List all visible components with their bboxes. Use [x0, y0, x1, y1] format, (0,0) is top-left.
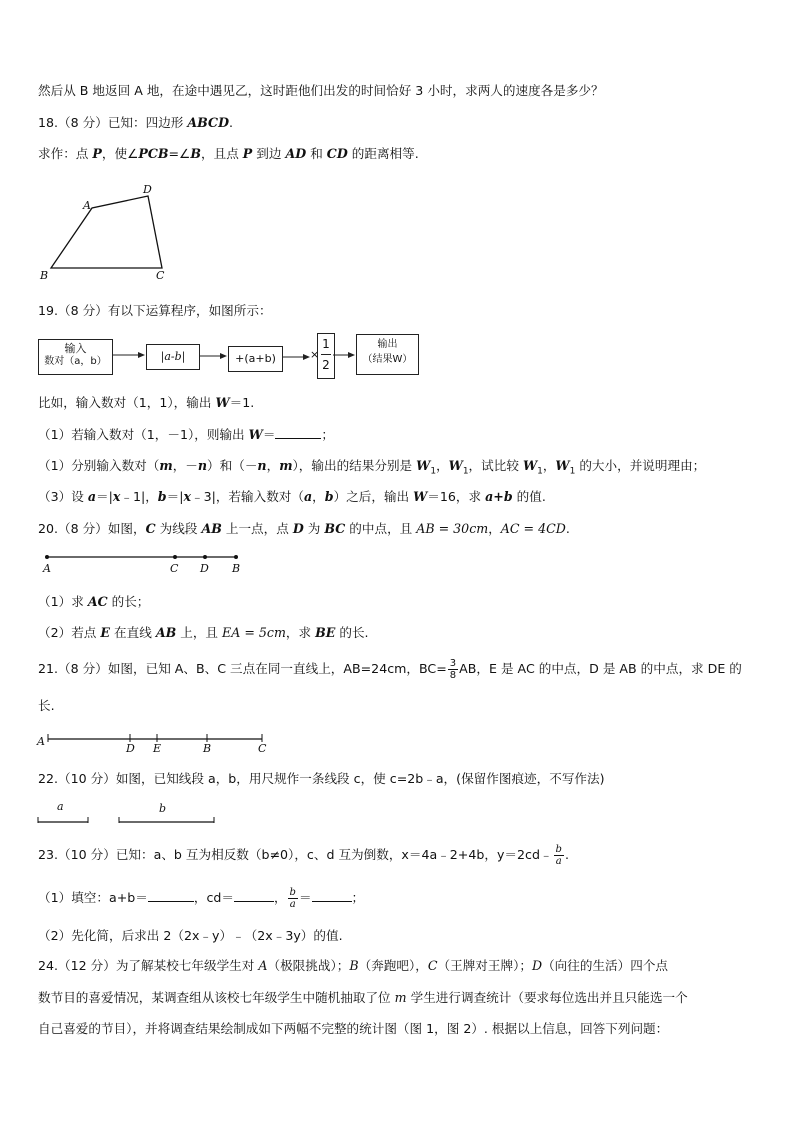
answer-blank-product[interactable]: [234, 889, 274, 902]
label-c: C: [170, 562, 179, 575]
q23-part2: （2）先化简，后求出 2（2x﹣y）﹣（2x﹣3y）的值.: [38, 928, 343, 943]
flow-output-box: 输出 （结果W）: [356, 334, 419, 375]
vertex-d-label: D: [143, 183, 152, 196]
label-d: D: [200, 562, 209, 575]
q22-stem: 22.（10 分）如图，已知线段 a，b，用尺规作一条线段 c，使 c=2b﹣a，(保留作图痕迹，不写作法): [38, 771, 605, 786]
q24-line3: 自己喜爱的节目），并将调查结果绘制成如下两幅不完整的统计图（图 1，图 2）. 根据以上信息，回答下列问题：: [38, 1021, 669, 1036]
q21-stem-cont: 长.: [38, 698, 55, 713]
q19-example: 比如，输入数对（1，1），输出 W＝1.: [38, 395, 255, 410]
vertex-a-label: A: [83, 199, 91, 212]
q20-part2: （2）若点 E 在直线 AB 上，且 EA = 5cm，求 BE 的长.: [38, 625, 369, 640]
label-b: B: [203, 742, 212, 755]
q24-line2: 数节目的喜爱情况，某调查组从该校七年级学生中随机抽取了位 m 学生进行调查统计（要求每位选出并且只能选一个: [38, 990, 688, 1005]
q19-stem: 19.（8 分）有以下运算程序，如图所示：: [38, 303, 272, 318]
vertex-c-label: C: [156, 269, 165, 282]
q20-part1: （1）求 AC 的长；: [38, 594, 150, 609]
q23-stem: 23.（10 分）已知：a、b 互为相反数（b≠0），c、d 互为倒数，x＝4a﹣2+4b，y＝2cd﹣ $\frac{b}{a}$ .: [38, 844, 569, 867]
vertex-b-label: B: [40, 269, 49, 282]
flow-input-line1: 输入: [64, 342, 87, 355]
q18-stem: 18.（8 分）已知：四边形 ABCD.: [38, 115, 234, 130]
half-numerator: 1: [321, 334, 331, 355]
q24-line1: 24.（12 分）为了解某校七年级学生对 A（极限挑战）；B（奔跑吧），C（王牌对王牌）；D（向往的生活）四个点: [38, 958, 669, 973]
label-a: A: [37, 735, 45, 748]
q23-part1: （1）填空：a+b＝ ，cd＝ ， $\frac{b}{a}$ ＝ ；: [38, 887, 365, 910]
label-c: C: [258, 742, 267, 755]
q19-part1: （1）若输入数对（1，－1），则输出 W＝ ；: [38, 427, 334, 442]
segment-a-label: a: [57, 800, 64, 813]
half-denominator: 2: [322, 358, 330, 372]
multiply-sign: ×: [310, 348, 320, 361]
label-b: B: [232, 562, 241, 575]
fraction-3-8: $\frac{3}{8}$: [449, 658, 457, 681]
answer-blank-sum[interactable]: [148, 889, 194, 902]
fraction-b-over-a: $\frac{b}{a}$: [555, 844, 562, 867]
q18-task: 求作：点 P，使∠PCB=∠B，且点 P 到边 AD 和 CD 的距离相等.: [38, 146, 419, 161]
q21-stem: 21.（8 分）如图，已知 A、B、C 三点在同一直线上，AB=24cm，BC= $\frac{3}{8}$ AB，E 是 AC 的中点，D 是 AB 的中点，求 DE 的: [38, 658, 742, 681]
q19-part3: （3）设 a＝|x﹣1|，b＝|x﹣3|，若输入数对（a，b）之后，输出 W＝16，求 a+b 的值.: [38, 489, 546, 504]
q20-stem: 20.（8 分）如图，C 为线段 AB 上一点，点 D 为 BC 的中点，且 AB = 30cm，AC = 4CD.: [38, 521, 570, 536]
answer-blank-ratio[interactable]: [312, 889, 352, 902]
segment-b-label: b: [159, 802, 167, 815]
fraction-b-over-a: $\frac{b}{a}$: [289, 887, 296, 910]
flow-abs-box: |a-b|: [146, 344, 200, 370]
flow-add-box: +(a+b): [228, 346, 283, 372]
label-e: E: [153, 742, 162, 755]
label-a: A: [43, 562, 51, 575]
q17-tail-text: 然后从 B 地返回 A 地，在途中遇见乙，这时距他们出发的时间恰好 3 小时，求两人的速度各是多少？: [38, 83, 604, 98]
q19-part2: （1）分别输入数对（m，－n）和（－n，m），输出的结果分别是 $W_1$，$W_1$，试比较 $W_1$，$W_1$ 的大小，并说明理由；: [38, 458, 706, 477]
label-d: D: [126, 742, 135, 755]
flow-input-line2: 数对（a，b）: [44, 356, 107, 367]
